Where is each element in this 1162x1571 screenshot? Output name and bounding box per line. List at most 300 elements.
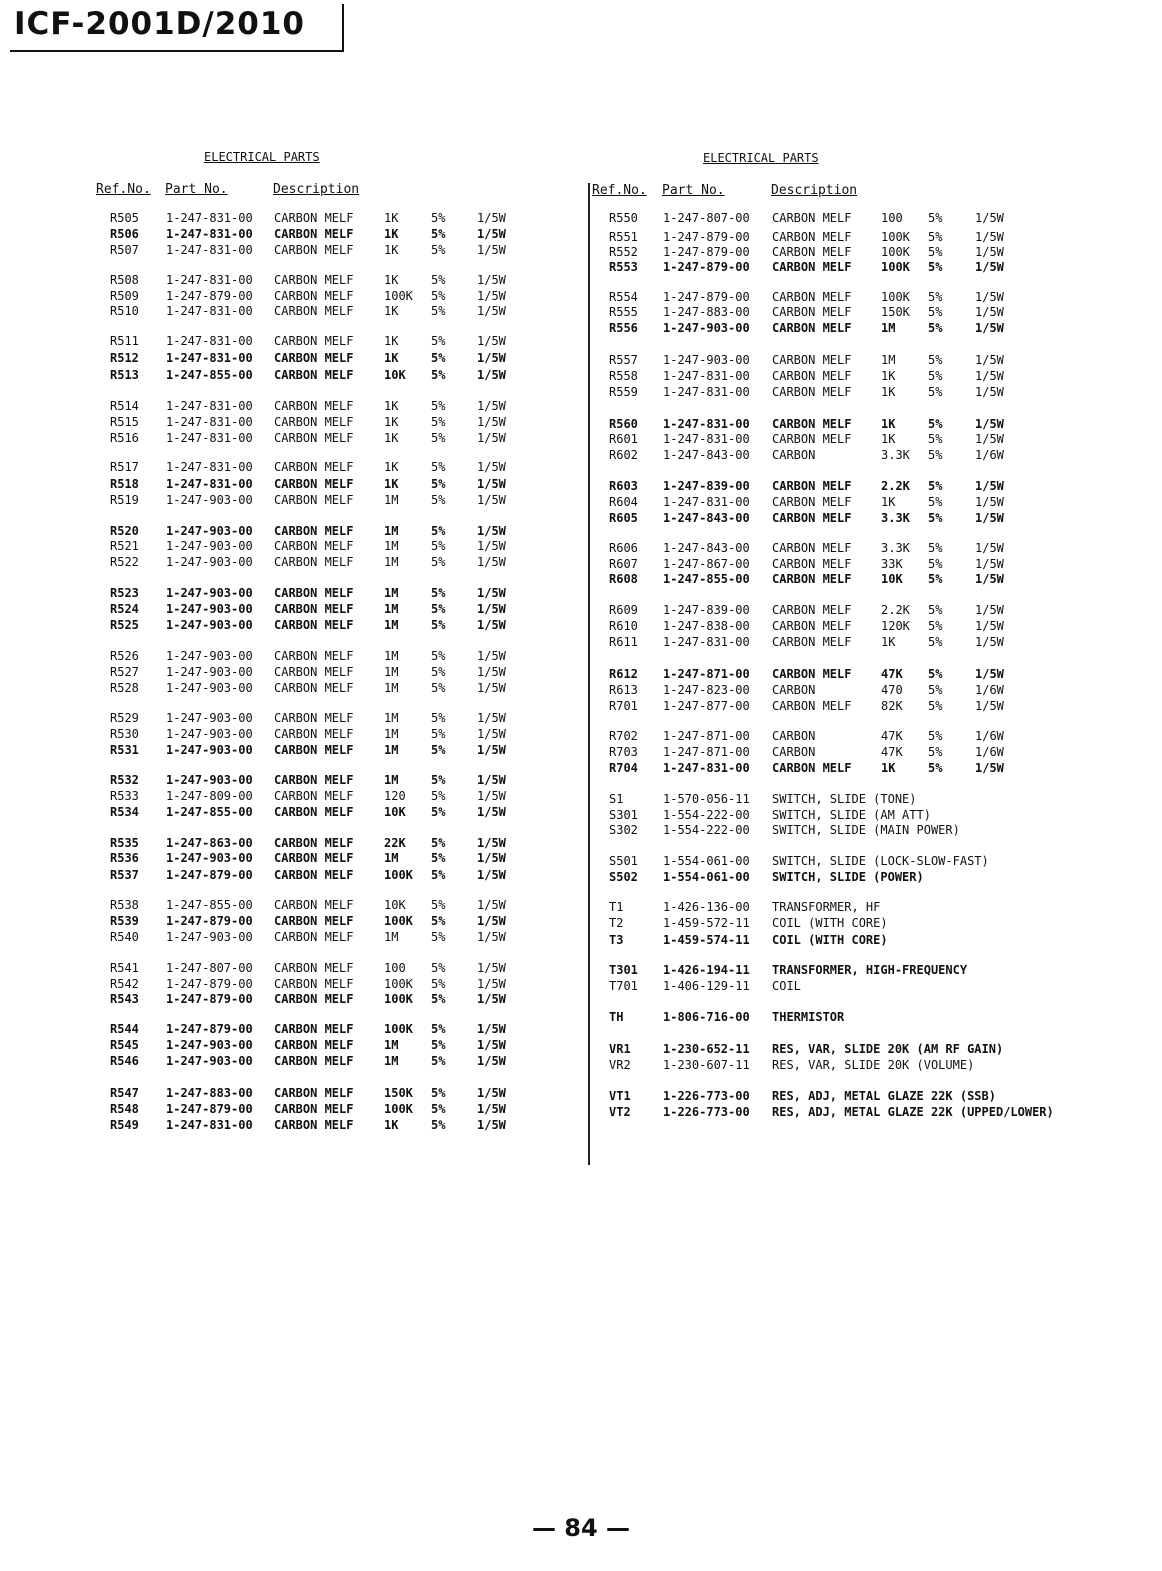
- part-ref: R607: [609, 557, 638, 571]
- part-part: 1-554-061-00: [663, 854, 750, 868]
- part-val: 1M: [384, 711, 399, 725]
- part-ref: R513: [110, 368, 139, 382]
- part-desc: SWITCH, SLIDE (POWER): [772, 870, 924, 884]
- part-val: 2.2K: [881, 603, 910, 617]
- part-watt: 1/5W: [477, 868, 506, 882]
- part-watt: 1/6W: [975, 683, 1004, 697]
- part-watt: 1/5W: [477, 289, 506, 303]
- part-desc: CARBON MELF: [274, 1102, 354, 1116]
- part-tol: 5%: [431, 431, 446, 445]
- part-watt: 1/5W: [477, 555, 506, 569]
- part-ref: R546: [110, 1054, 139, 1068]
- part-ref: TH: [609, 1010, 624, 1024]
- part-watt: 1/5W: [477, 368, 506, 382]
- part-ref: R538: [110, 898, 139, 912]
- part-watt: 1/5W: [975, 245, 1004, 259]
- part-tol: 5%: [431, 334, 446, 348]
- part-part: 1-570-056-11: [663, 792, 750, 806]
- part-part: 1-247-903-00: [166, 681, 253, 695]
- part-tol: 5%: [928, 479, 943, 493]
- part-ref: R531: [110, 743, 139, 757]
- part-ref: R551: [609, 230, 638, 244]
- part-part: 1-247-877-00: [663, 699, 750, 713]
- part-desc: CARBON MELF: [772, 305, 852, 319]
- part-ref: R520: [110, 524, 139, 538]
- part-tol: 5%: [431, 914, 446, 928]
- part-desc: CARBON MELF: [274, 992, 354, 1006]
- part-desc: SWITCH, SLIDE (MAIN POWER): [772, 823, 960, 837]
- part-tol: 5%: [431, 368, 446, 382]
- part-part: 1-247-855-00: [166, 898, 253, 912]
- part-ref: R557: [609, 353, 638, 367]
- part-desc: COIL: [772, 979, 801, 993]
- part-ref: T1: [609, 900, 624, 914]
- part-desc: CARBON MELF: [274, 681, 354, 695]
- part-tol: 5%: [431, 524, 446, 538]
- part-part: 1-247-855-00: [166, 368, 253, 382]
- part-watt: 1/5W: [477, 460, 506, 474]
- part-watt: 1/5W: [477, 681, 506, 695]
- part-ref: R610: [609, 619, 638, 633]
- part-tol: 5%: [928, 699, 943, 713]
- part-desc: CARBON MELF: [772, 290, 852, 304]
- part-ref: R552: [609, 245, 638, 259]
- part-desc: CARBON MELF: [274, 898, 354, 912]
- part-part: 1-247-831-00: [166, 227, 253, 241]
- part-ref: R528: [110, 681, 139, 695]
- part-tol: 5%: [928, 417, 943, 431]
- part-val: 1K: [881, 495, 896, 509]
- part-ref: R509: [110, 289, 139, 303]
- part-desc: CARBON MELF: [772, 619, 852, 633]
- part-desc: CARBON MELF: [274, 555, 354, 569]
- part-ref: R537: [110, 868, 139, 882]
- part-watt: 1/5W: [477, 1022, 506, 1036]
- part-tol: 5%: [928, 667, 943, 681]
- part-ref: R605: [609, 511, 638, 525]
- part-watt: 1/5W: [477, 304, 506, 318]
- part-val: 1M: [384, 773, 399, 787]
- part-tol: 5%: [431, 836, 446, 850]
- part-part: 1-554-222-00: [663, 808, 750, 822]
- part-ref: R702: [609, 729, 638, 743]
- part-ref: R544: [110, 1022, 139, 1036]
- part-tol: 5%: [431, 460, 446, 474]
- part-tol: 5%: [431, 555, 446, 569]
- part-val: 100K: [881, 245, 910, 259]
- part-ref: T301: [609, 963, 638, 977]
- part-ref: R549: [110, 1118, 139, 1132]
- part-ref: R507: [110, 243, 139, 257]
- part-part: 1-247-879-00: [166, 977, 253, 991]
- part-part: 1-247-831-00: [663, 761, 750, 775]
- part-watt: 1/5W: [975, 667, 1004, 681]
- part-part: 1-247-867-00: [663, 557, 750, 571]
- part-ref: R601: [609, 432, 638, 446]
- part-watt: 1/5W: [477, 211, 506, 225]
- part-ref: S1: [609, 792, 624, 806]
- part-part: 1-247-831-00: [166, 460, 253, 474]
- part-val: 1M: [384, 524, 399, 538]
- part-val: 1K: [384, 399, 399, 413]
- part-val: 100K: [881, 230, 910, 244]
- part-ref: R512: [110, 351, 139, 365]
- part-watt: 1/5W: [477, 665, 506, 679]
- part-tol: 5%: [431, 273, 446, 287]
- part-watt: 1/5W: [975, 635, 1004, 649]
- part-ref: R525: [110, 618, 139, 632]
- part-part: 1-247-831-00: [166, 431, 253, 445]
- part-desc: CARBON MELF: [772, 417, 852, 431]
- part-val: 1K: [384, 243, 399, 257]
- part-ref: R558: [609, 369, 638, 383]
- part-part: 1-247-903-00: [166, 930, 253, 944]
- part-tol: 5%: [928, 230, 943, 244]
- part-tol: 5%: [431, 789, 446, 803]
- part-watt: 1/5W: [477, 334, 506, 348]
- part-val: 150K: [384, 1086, 413, 1100]
- part-part: 1-247-831-00: [166, 334, 253, 348]
- part-desc: CARBON: [772, 683, 816, 697]
- part-part: 1-247-831-00: [166, 243, 253, 257]
- part-tol: 5%: [431, 586, 446, 600]
- part-watt: 1/6W: [975, 745, 1004, 759]
- part-ref: R519: [110, 493, 139, 507]
- part-part: 1-247-831-00: [663, 369, 750, 383]
- part-val: 3.3K: [881, 448, 910, 462]
- part-desc: CARBON: [772, 448, 816, 462]
- part-tol: 5%: [928, 729, 943, 743]
- part-desc: CARBON MELF: [772, 603, 852, 617]
- part-desc: SWITCH, SLIDE (AM ATT): [772, 808, 931, 822]
- part-part: 1-247-879-00: [166, 1022, 253, 1036]
- part-part: 1-247-831-00: [166, 415, 253, 429]
- part-watt: 1/5W: [477, 836, 506, 850]
- part-ref: S502: [609, 870, 638, 884]
- part-ref: R602: [609, 448, 638, 462]
- part-ref: R542: [110, 977, 139, 991]
- part-tol: 5%: [431, 493, 446, 507]
- part-tol: 5%: [431, 773, 446, 787]
- part-desc: CARBON MELF: [274, 368, 354, 382]
- part-desc: CARBON MELF: [274, 977, 354, 991]
- part-tol: 5%: [928, 448, 943, 462]
- part-ref: R523: [110, 586, 139, 600]
- part-desc: CARBON MELF: [274, 415, 354, 429]
- part-tol: 5%: [928, 557, 943, 571]
- part-watt: 1/5W: [477, 1102, 506, 1116]
- part-tol: 5%: [431, 1054, 446, 1068]
- part-part: 1-247-903-00: [663, 353, 750, 367]
- part-part: 1-247-831-00: [166, 304, 253, 318]
- part-ref: R704: [609, 761, 638, 775]
- part-part: 1-247-855-00: [663, 572, 750, 586]
- part-part: 1-247-903-00: [166, 539, 253, 553]
- part-ref: VR2: [609, 1058, 631, 1072]
- part-watt: 1/5W: [477, 977, 506, 991]
- part-val: 1M: [384, 493, 399, 507]
- part-ref: R530: [110, 727, 139, 741]
- part-part: 1-247-903-00: [663, 321, 750, 335]
- part-tol: 5%: [928, 211, 943, 225]
- part-watt: 1/5W: [477, 773, 506, 787]
- part-desc: CARBON MELF: [772, 369, 852, 383]
- part-part: 1-247-903-00: [166, 649, 253, 663]
- part-tol: 5%: [928, 635, 943, 649]
- part-desc: CARBON MELF: [274, 211, 354, 225]
- part-tol: 5%: [928, 541, 943, 555]
- part-part: 1-226-773-00: [663, 1089, 750, 1103]
- part-watt: 1/5W: [975, 603, 1004, 617]
- part-tol: 5%: [928, 761, 943, 775]
- part-watt: 1/5W: [477, 1054, 506, 1068]
- part-ref: R518: [110, 477, 139, 491]
- part-desc: CARBON MELF: [772, 245, 852, 259]
- part-ref: R539: [110, 914, 139, 928]
- part-val: 3.3K: [881, 541, 910, 555]
- part-watt: 1/5W: [477, 618, 506, 632]
- part-part: 1-247-883-00: [663, 305, 750, 319]
- part-tol: 5%: [928, 353, 943, 367]
- part-desc: CARBON MELF: [772, 572, 852, 586]
- part-ref: R559: [609, 385, 638, 399]
- part-part: 1-426-136-00: [663, 900, 750, 914]
- part-part: 1-247-871-00: [663, 745, 750, 759]
- part-val: 100K: [881, 290, 910, 304]
- part-desc: CARBON MELF: [772, 260, 852, 274]
- part-ref: R701: [609, 699, 638, 713]
- part-desc: CARBON MELF: [274, 351, 354, 365]
- part-desc: CARBON MELF: [772, 230, 852, 244]
- part-tol: 5%: [431, 415, 446, 429]
- part-tol: 5%: [431, 211, 446, 225]
- part-ref: S302: [609, 823, 638, 837]
- part-part: 1-247-903-00: [166, 1054, 253, 1068]
- part-watt: 1/5W: [975, 305, 1004, 319]
- part-desc: TRANSFORMER, HIGH-FREQUENCY: [772, 963, 968, 977]
- part-desc: CARBON MELF: [274, 227, 354, 241]
- part-val: 1K: [881, 432, 896, 446]
- part-part: 1-247-839-00: [663, 479, 750, 493]
- part-part: 1-247-831-00: [166, 477, 253, 491]
- part-ref: T2: [609, 916, 624, 930]
- part-desc: CARBON: [772, 745, 816, 759]
- part-part: 1-247-807-00: [166, 961, 253, 975]
- part-val: 1M: [384, 851, 399, 865]
- part-part: 1-247-879-00: [166, 1102, 253, 1116]
- part-ref: T3: [609, 933, 624, 947]
- part-ref: R553: [609, 260, 638, 274]
- part-val: 10K: [384, 805, 406, 819]
- part-val: 1K: [881, 385, 896, 399]
- part-tol: 5%: [431, 649, 446, 663]
- left-section-title: ELECTRICAL PARTS: [204, 150, 320, 164]
- part-val: 1M: [384, 681, 399, 695]
- part-desc: CARBON MELF: [772, 699, 852, 713]
- part-tol: 5%: [431, 992, 446, 1006]
- part-part: 1-247-831-00: [166, 351, 253, 365]
- part-watt: 1/5W: [975, 557, 1004, 571]
- part-ref: R536: [110, 851, 139, 865]
- part-desc: CARBON MELF: [274, 649, 354, 663]
- part-watt: 1/5W: [975, 211, 1004, 225]
- part-watt: 1/5W: [975, 511, 1004, 525]
- part-part: 1-247-879-00: [663, 230, 750, 244]
- part-part: 1-247-903-00: [166, 665, 253, 679]
- part-val: 1K: [384, 1118, 399, 1132]
- part-desc: CARBON MELF: [274, 789, 354, 803]
- part-watt: 1/5W: [477, 243, 506, 257]
- part-desc: CARBON MELF: [772, 761, 852, 775]
- part-tol: 5%: [431, 868, 446, 882]
- right-header-ref: Ref.No.: [592, 183, 647, 198]
- part-tol: 5%: [431, 665, 446, 679]
- part-val: 1K: [384, 273, 399, 287]
- part-desc: CARBON MELF: [274, 602, 354, 616]
- part-val: 2.2K: [881, 479, 910, 493]
- part-tol: 5%: [928, 683, 943, 697]
- part-watt: 1/5W: [975, 572, 1004, 586]
- part-ref: R541: [110, 961, 139, 975]
- part-part: 1-247-831-00: [166, 399, 253, 413]
- part-watt: 1/5W: [477, 992, 506, 1006]
- part-part: 1-247-831-00: [663, 417, 750, 431]
- part-watt: 1/5W: [477, 351, 506, 365]
- part-val: 100K: [384, 977, 413, 991]
- part-desc: CARBON MELF: [274, 399, 354, 413]
- part-desc: CARBON MELF: [274, 743, 354, 757]
- part-desc: CARBON MELF: [772, 211, 852, 225]
- part-val: 100: [384, 961, 406, 975]
- part-val: 150K: [881, 305, 910, 319]
- part-ref: R521: [110, 539, 139, 553]
- part-part: 1-247-903-00: [166, 586, 253, 600]
- part-ref: R554: [609, 290, 638, 304]
- part-desc: CARBON MELF: [274, 1086, 354, 1100]
- part-val: 100K: [881, 260, 910, 274]
- part-desc: CARBON MELF: [274, 289, 354, 303]
- part-part: 1-426-194-11: [663, 963, 750, 977]
- part-tol: 5%: [928, 745, 943, 759]
- part-part: 1-247-807-00: [663, 211, 750, 225]
- part-part: 1-247-879-00: [166, 992, 253, 1006]
- part-ref: R611: [609, 635, 638, 649]
- part-watt: 1/5W: [477, 602, 506, 616]
- part-watt: 1/5W: [477, 805, 506, 819]
- part-ref: R526: [110, 649, 139, 663]
- part-ref: R603: [609, 479, 638, 493]
- part-ref: R540: [110, 930, 139, 944]
- part-val: 1M: [881, 321, 896, 335]
- part-part: 1-247-809-00: [166, 789, 253, 803]
- part-watt: 1/5W: [975, 369, 1004, 383]
- part-watt: 1/5W: [477, 930, 506, 944]
- part-val: 1K: [881, 369, 896, 383]
- part-desc: CARBON MELF: [772, 541, 852, 555]
- model-title-box: [10, 4, 344, 52]
- part-part: 1-247-831-00: [663, 495, 750, 509]
- part-desc: CARBON MELF: [274, 868, 354, 882]
- part-tol: 5%: [431, 851, 446, 865]
- part-watt: 1/5W: [477, 711, 506, 725]
- part-watt: 1/5W: [975, 479, 1004, 493]
- part-watt: 1/5W: [477, 1086, 506, 1100]
- part-watt: 1/5W: [975, 541, 1004, 555]
- part-part: 1-247-831-00: [663, 385, 750, 399]
- part-ref: R514: [110, 399, 139, 413]
- part-ref: R547: [110, 1086, 139, 1100]
- part-ref: R555: [609, 305, 638, 319]
- part-part: 1-226-773-00: [663, 1105, 750, 1119]
- part-ref: R612: [609, 667, 638, 681]
- part-val: 1M: [384, 602, 399, 616]
- part-tol: 5%: [431, 1038, 446, 1052]
- part-part: 1-247-831-00: [166, 273, 253, 287]
- part-part: 1-247-903-00: [166, 618, 253, 632]
- part-val: 1K: [384, 227, 399, 241]
- part-val: 22K: [384, 836, 406, 850]
- part-desc: CARBON MELF: [772, 385, 852, 399]
- part-tol: 5%: [431, 351, 446, 365]
- part-desc: CARBON MELF: [772, 432, 852, 446]
- part-ref: R550: [609, 211, 638, 225]
- part-watt: 1/5W: [477, 524, 506, 538]
- part-ref: R560: [609, 417, 638, 431]
- part-watt: 1/5W: [975, 353, 1004, 367]
- part-desc: CARBON MELF: [274, 304, 354, 318]
- part-tol: 5%: [928, 305, 943, 319]
- part-tol: 5%: [431, 399, 446, 413]
- part-val: 1K: [384, 211, 399, 225]
- part-watt: 1/5W: [975, 495, 1004, 509]
- part-val: 1K: [881, 761, 896, 775]
- part-val: 10K: [384, 898, 406, 912]
- part-val: 47K: [881, 729, 903, 743]
- part-val: 1K: [384, 460, 399, 474]
- part-desc: CARBON MELF: [772, 557, 852, 571]
- part-ref: R527: [110, 665, 139, 679]
- part-desc: COIL (WITH CORE): [772, 916, 888, 930]
- left-header-part: Part No.: [165, 182, 228, 197]
- part-desc: CARBON MELF: [274, 930, 354, 944]
- part-val: 1K: [384, 431, 399, 445]
- part-watt: 1/5W: [975, 290, 1004, 304]
- part-watt: 1/5W: [477, 1118, 506, 1132]
- part-val: 1M: [384, 555, 399, 569]
- part-tol: 5%: [928, 245, 943, 259]
- part-desc: CARBON MELF: [274, 961, 354, 975]
- part-val: 120: [384, 789, 406, 803]
- part-watt: 1/5W: [975, 761, 1004, 775]
- part-watt: 1/5W: [477, 493, 506, 507]
- part-watt: 1/5W: [477, 961, 506, 975]
- part-val: 1M: [384, 743, 399, 757]
- right-header-part: Part No.: [662, 183, 725, 198]
- part-ref: R604: [609, 495, 638, 509]
- part-desc: CARBON MELF: [772, 667, 852, 681]
- part-ref: T701: [609, 979, 638, 993]
- part-ref: R522: [110, 555, 139, 569]
- part-ref: R543: [110, 992, 139, 1006]
- part-watt: 1/5W: [477, 586, 506, 600]
- part-val: 1M: [384, 930, 399, 944]
- part-part: 1-247-903-00: [166, 493, 253, 507]
- part-desc: THERMISTOR: [772, 1010, 845, 1024]
- part-ref: R517: [110, 460, 139, 474]
- part-tol: 5%: [928, 260, 943, 274]
- part-part: 1-247-879-00: [663, 290, 750, 304]
- part-watt: 1/5W: [477, 851, 506, 865]
